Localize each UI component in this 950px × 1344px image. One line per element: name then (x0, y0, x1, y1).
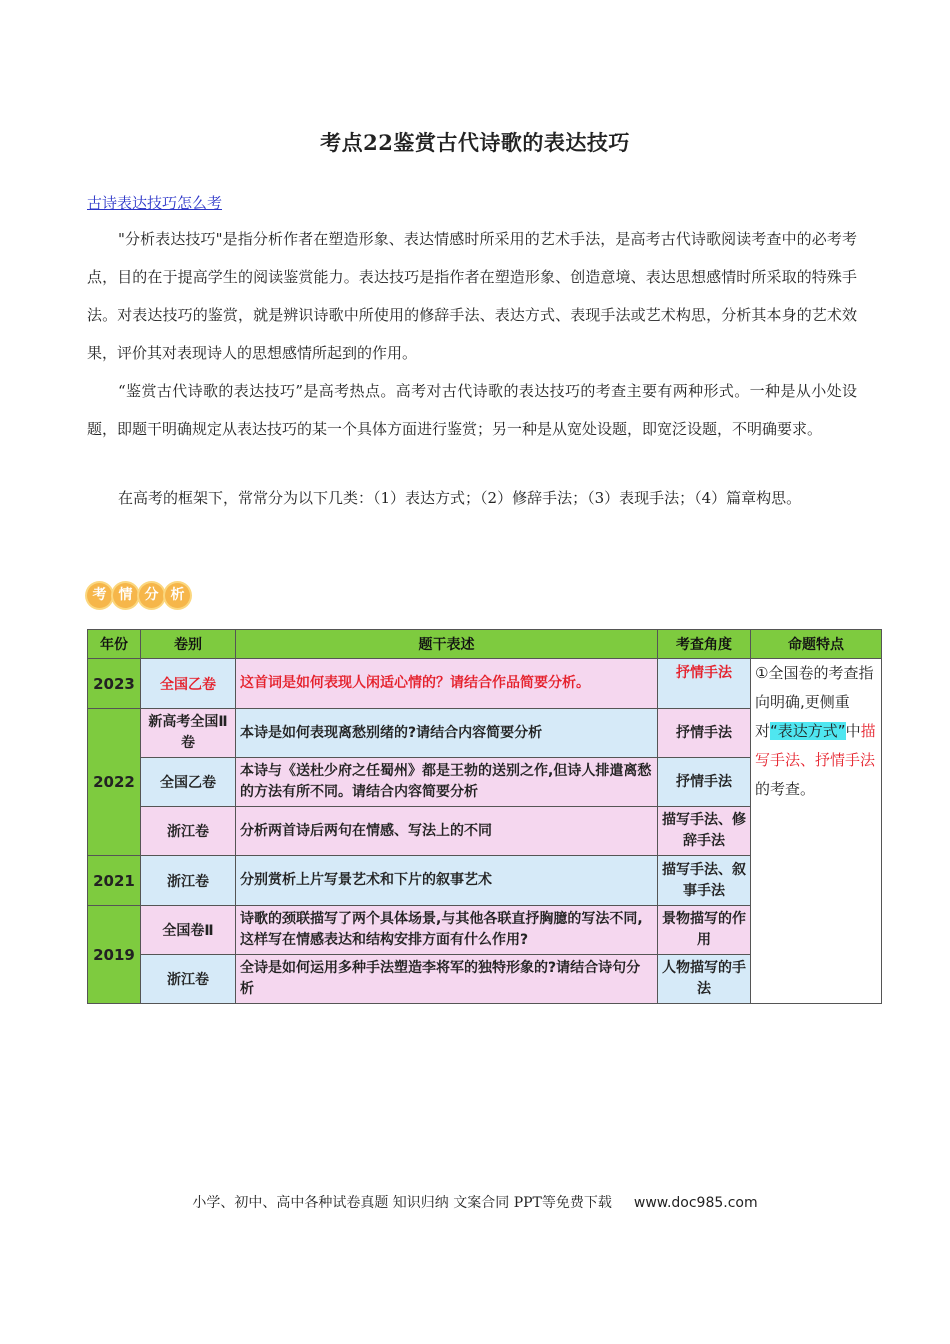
question-cell: 分析两首诗后两句在情感、写法上的不同 (236, 807, 658, 856)
question-cell: 这首词是如何表现人闲适心情的？请结合作品简要分析。 (236, 659, 658, 709)
feature-cell (751, 659, 882, 1004)
feature-highlight: “表达方式” (770, 722, 846, 740)
year-cell: 2019 (88, 906, 141, 1004)
badge-char: 情 (113, 583, 138, 608)
badge-char: 析 (165, 583, 190, 608)
feature-suffix: 的考查。 (755, 780, 816, 798)
angle-cell: 人物描写的手法 (658, 955, 751, 1004)
header-volume: 卷别 (141, 630, 236, 659)
volume-cell: 浙江卷 (141, 955, 236, 1004)
feature-prefix: ①全国卷的考查指向明确,更侧重对 (755, 664, 874, 740)
table-header-row (88, 630, 882, 659)
year-cell: 2023 (88, 659, 141, 709)
footer-site-link[interactable]: www.doc985.com (633, 1195, 758, 1211)
angle-cell: 描写手法、修辞手法 (658, 807, 751, 856)
table-row (88, 659, 882, 709)
category-paragraph: 在高考的框架下，常常分为以下几类：（1）表达方式；（2）修辞手法；（3）表现手法；（4）篇章构思。 (118, 489, 802, 507)
angle-cell: 景物描写的作用 (658, 906, 751, 955)
footer-text: 小学、初中、高中各种试卷真题 知识归纳 文案合同 PPT等免费下载 (192, 1195, 612, 1211)
volume-cell: 新高考全国Ⅱ卷 (141, 709, 236, 758)
year-cell: 2022 (88, 709, 141, 856)
header-feature: 命题特点 (751, 630, 882, 659)
volume-cell: 浙江卷 (141, 856, 236, 906)
section-heading-link[interactable]: 古诗表达技巧怎么考 (87, 194, 223, 212)
header-year: 年份 (88, 630, 141, 659)
angle-cell: 描写手法、叙事手法 (658, 856, 751, 906)
angle-cell: 抒情手法 (658, 758, 751, 807)
angle-cell: 抒情手法 (658, 709, 751, 758)
year-cell: 2021 (88, 856, 141, 906)
feature-red-1: 描写手法、 (755, 722, 876, 769)
intro-paragraph: "分析表达技巧"是指分析作者在塑造形象、表达情感时所采用的艺术手法，是高考古代诗歌阅读考查中的必考考点，目的在于提高学生的阅读鉴赏能力。表达技巧是指作者在塑造形象、创造意境、表达思想感情时所采取的特殊手法。对表达技巧的鉴赏，就是辨识诗歌中所使用的修辞手法、表达方式、表现手法或艺术构思，分析其本身的艺术效果，评价其对表现诗人的思想感情所起到的作用。 (87, 230, 857, 362)
page-footer (0, 1192, 950, 1212)
exam-analysis-badge (87, 583, 199, 613)
header-angle: 考查角度 (658, 630, 751, 659)
feature-middle: 中 (845, 722, 861, 740)
volume-cell: 全国乙卷 (141, 659, 236, 709)
feature-red-2: 抒情手法 (815, 751, 876, 769)
question-cell: 本诗与《送杜少府之任蜀州》都是王勃的送别之作,但诗人排遣离愁的方法有所不同。请结合内容简要分析 (236, 758, 658, 807)
page-title: 考点22鉴赏古代诗歌的表达技巧 (320, 130, 630, 155)
question-cell: 分别赏析上片写景艺术和下片的叙事艺术 (236, 856, 658, 906)
question-cell: 全诗是如何运用多种手法塑造李将军的独特形象的?请结合诗句分析 (236, 955, 658, 1004)
header-question: 题干表述 (236, 630, 658, 659)
hotspot-paragraph: “鉴赏古代诗歌的表达技巧”是高考热点。高考对古代诗歌的表达技巧的考查主要有两种形式。一种是从小处设题，即题干明确规定从表达技巧的某一个具体方面进行鉴赏；另一种是从宽处设题，即宽泛设题，不明确要求。 (87, 382, 857, 438)
question-cell: 本诗是如何表现离愁别绪的?请结合内容简要分析 (236, 709, 658, 758)
volume-cell: 全国乙卷 (141, 758, 236, 807)
question-cell: 诗歌的颈联描写了两个具体场景,与其他各联直抒胸臆的写法不同,这样写在情感表达和结构安排方面有什么作用? (236, 906, 658, 955)
badge-char: 考 (87, 583, 112, 608)
volume-cell: 浙江卷 (141, 807, 236, 856)
exam-analysis-table (87, 629, 882, 1004)
angle-cell: 抒情手法 (658, 659, 751, 709)
badge-char: 分 (139, 583, 164, 608)
volume-cell: 全国卷Ⅱ (141, 906, 236, 955)
